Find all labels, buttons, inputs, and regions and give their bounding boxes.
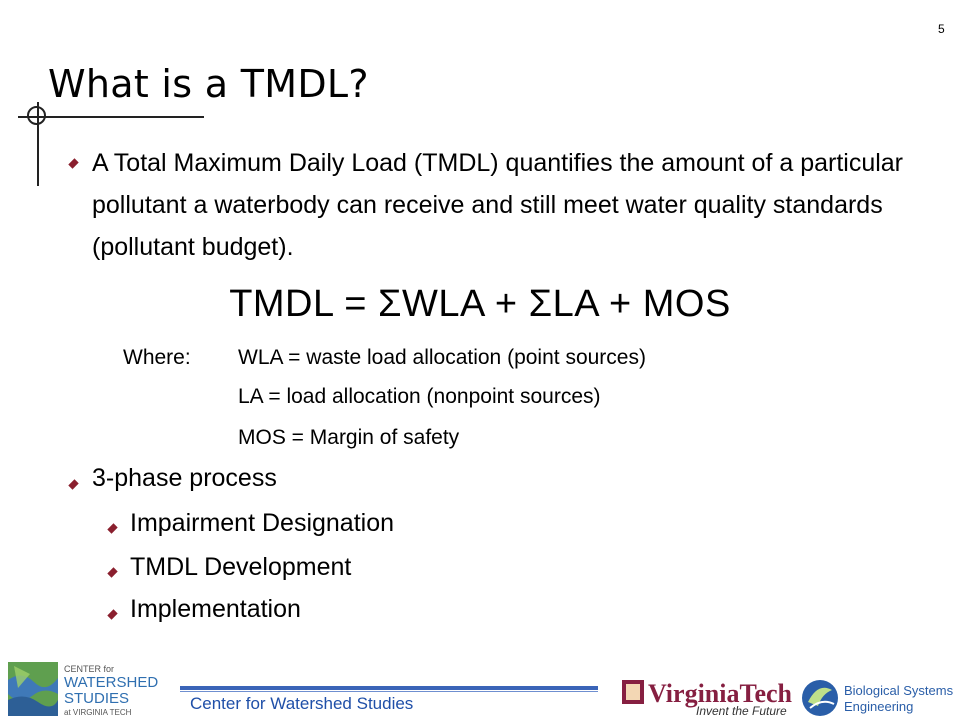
footer-text: Center for Watershed Studies xyxy=(190,694,414,713)
cws-logo-line3: STUDIES xyxy=(64,690,130,707)
cws-logo-line2: WATERSHED xyxy=(64,674,159,691)
vt-logo-name: VirginiaTech xyxy=(648,679,792,708)
bullet-diamond-icon xyxy=(68,479,78,489)
slide-title: What is a TMDL? xyxy=(48,62,369,106)
title-decoration-circle xyxy=(27,106,46,125)
definition-mos: MOS = Margin of safety xyxy=(238,426,460,449)
virginia-tech-logo xyxy=(620,676,800,718)
footer-rule xyxy=(180,686,598,690)
bullet-diamond-icon xyxy=(68,158,78,168)
tmdl-formula: TMDL = ΣWLA + ΣLA + MOS xyxy=(229,283,731,325)
bse-logo-line2: Engineering xyxy=(844,699,914,714)
phase-item: Implementation xyxy=(130,595,301,623)
bullet-diamond-icon xyxy=(107,609,117,619)
bullet-diamond-icon xyxy=(107,523,117,533)
intro-paragraph: A Total Maximum Daily Load (TMDL) quantifies the amount of a particular pollutant a waterbody can receive and still meet water quality standards (pollutant budget). xyxy=(92,149,904,261)
bse-logo-line1: Biological Systems xyxy=(844,683,954,698)
phase-item: TMDL Development xyxy=(130,553,352,581)
definition-la: LA = load allocation (nonpoint sources) xyxy=(238,385,601,408)
cws-logo xyxy=(8,660,184,718)
where-label: Where: xyxy=(123,346,191,369)
footer-rule-thin xyxy=(180,691,598,692)
cws-logo-line4: at VIRGINIA TECH xyxy=(64,708,132,717)
phase-item: Impairment Designation xyxy=(130,509,395,537)
process-bullet: 3-phase process xyxy=(92,464,277,492)
definition-wla: WLA = waste load allocation (point sources) xyxy=(238,346,646,369)
bullet-diamond-icon xyxy=(107,567,117,577)
vt-logo-tagline: Invent the Future xyxy=(696,704,787,718)
page-number: 5 xyxy=(938,22,945,36)
cws-logo-line1: CENTER for xyxy=(64,664,115,674)
bse-logo xyxy=(800,676,960,720)
